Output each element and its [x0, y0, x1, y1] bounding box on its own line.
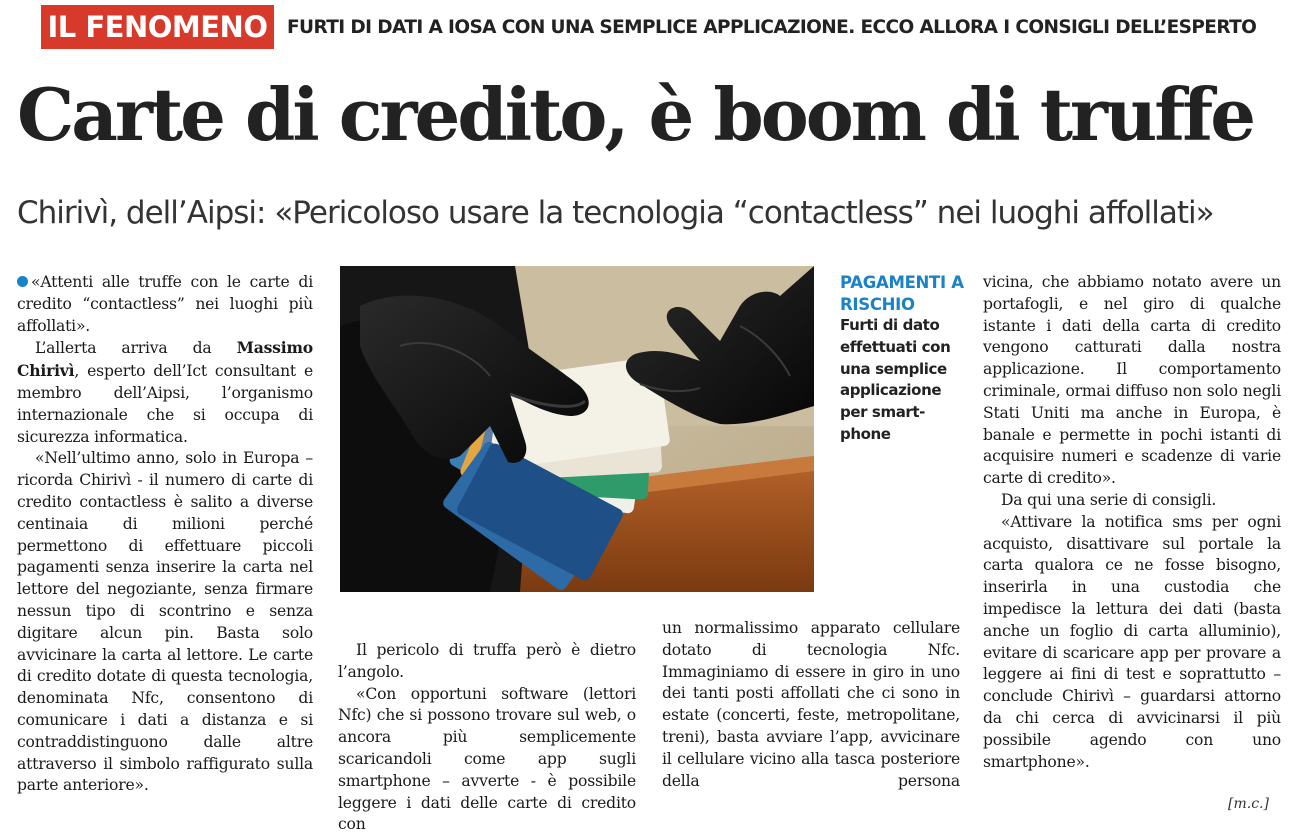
section-kicker-label: IL FENOMENO [41, 5, 274, 49]
paragraph [17, 272, 313, 337]
photo-caption [840, 272, 965, 446]
article-column-3 [662, 618, 960, 792]
paragraph: Il pericolo di truffa però è dietro l’angolo. [338, 641, 636, 681]
article-column-4 [983, 272, 1281, 773]
article-subhead: Chirivì, dell’Aipsi: «Pericoloso usare la tecnologia “contactless” nei luoghi affollati» [17, 195, 1214, 231]
paragraph-text: , esperto dell’Ict consultant e membro dell’Aipsi, l’organismo internazionale che si occupa di sicurezza informatica. [17, 362, 313, 446]
article-column-1 [17, 272, 313, 797]
paragraph: Da qui una serie di consigli. [1001, 490, 1217, 509]
paragraph [17, 337, 313, 448]
caption-body: Furti di dato effettuati con una semplice applicazione per smart-phone [840, 316, 951, 443]
article-headline: Carte di credito, è boom di truffe [17, 72, 1254, 157]
bullet-dot-icon [17, 276, 28, 287]
paragraph: «Nell’ultimo anno, solo in Europa – ricorda Chirivì - il numero di carte di credito contactless è salito a diverse centinaia di milioni perché permettono di effettuare piccoli pagamenti senza inserire la carta nel lettore del negoziante, senza firmare nessun tipo di scontrino e senza digitare alcun pin. Basta solo avvicinare la carta al lettore. Le carte di credito dotate di questa tecnologia, denominata Nfc, consentono di comunicare i dati a distanza e si contraddistinguono dalle altre attraverso il simbolo raffigurato sulla parte anteriore». [17, 449, 313, 795]
paragraph: vicina, che abbiamo notato avere un portafogli, e nel giro di qualche istante i dati della carta di credito vengono catturati dalla nostra applicazione. Il comportamento criminale, ormai diffuso non solo negli Stati Uniti ma anche in Europa, è banale e permette in pochi istanti di acquisire numeri e scadenze di varie carte di credito». [983, 273, 1281, 488]
kicker-text: FURTI DI DATI A IOSA CON UNA SEMPLICE APPLICAZIONE. ECCO ALLORA I CONSIGLI DELL’ESPERTO [287, 17, 1257, 38]
paragraph: «Con opportuni software (lettori Nfc) che si possono trovare sul web, o ancora più semplicemente scaricandoli come app sugli smartphone – avverte - è possibile leggere i dati delle carte di credito con [338, 684, 636, 834]
paragraph: «Attivare la notifica sms per ogni acquisto, disattivare sul portale la carta qualora ce ne fosse bisogno, inserirla in una custodia che impedisce la lettura dei dati (basta anche un foglio di carta alluminio), evitare di scaricare app per provare a leggere ai fini di test e soprattutto – conclude Chirivì – guardarsi attorno da chi cerca di avvicinarsi il più possibile agendo con uno smartphone». [983, 512, 1281, 771]
article-column-2 [338, 640, 636, 836]
paragraph-text: L’allerta arriva da [35, 339, 237, 358]
caption-title: PAGAMENTI A RISCHIO [840, 273, 964, 314]
person-name: Massimo Chirivì [17, 338, 313, 381]
gloved-hands-holding-credit-cards-photo [340, 266, 814, 592]
paragraph-text: «Attenti alle truffe con le carte di credito “contactless” nei luoghi più affollati». [17, 273, 313, 335]
paragraph: un normalissimo apparato cellulare dotato di tecnologia Nfc. Immaginiamo di essere in giro in uno dei tanti posti affollati che ci sono in estate (concerti, feste, metropolitane, treni), basta avviare l’app, avvicinare il cellulare vicino alla tasca posteriore della persona [662, 619, 960, 790]
author-signature: [m.c.] [1228, 796, 1269, 812]
